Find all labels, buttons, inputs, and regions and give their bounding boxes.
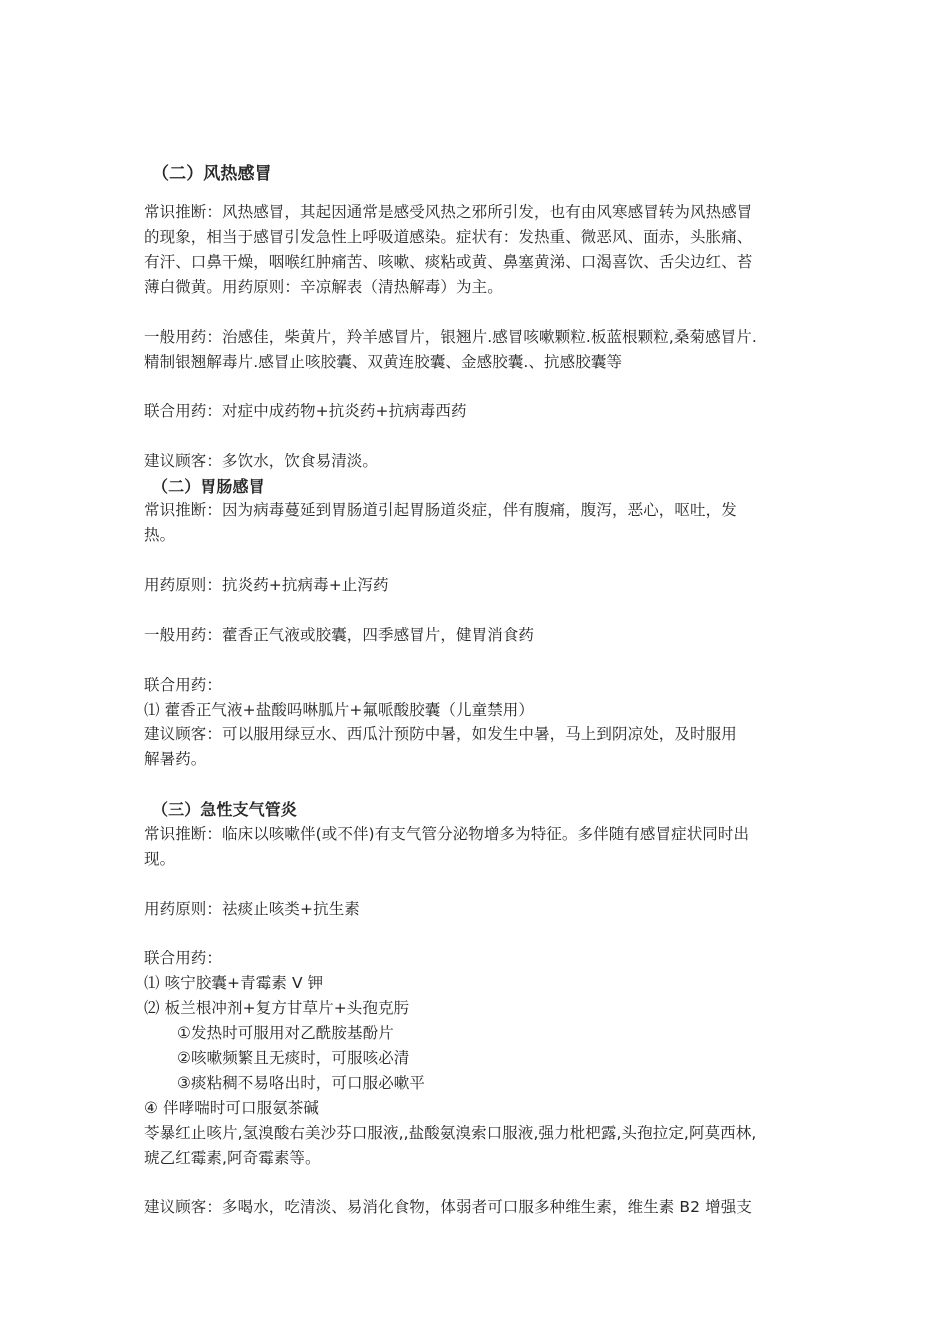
bronchitis-combined-label: 联合用药： [144, 949, 223, 967]
bronchitis-sub-item-1: ①发热时可服用对乙酰胺基酚片 [177, 1024, 394, 1042]
wind-heat-diagnosis-line-1: 常识推断：风热感冒，其起因通常是感受风热之邪所引发，也有由风寒感冒转为风热感冒 [144, 203, 753, 221]
gastro-advice-line-2: 解暑药。 [144, 750, 207, 768]
wind-heat-diagnosis-line-3: 有汗、口鼻干燥，咽喉红肿痛苦、咳嗽、痰粘或黄、鼻塞黄涕、口渴喜饮、舌尖边红、苔 [144, 253, 753, 271]
gastro-diagnosis-line-1: 常识推断：因为病毒蔓延到胃肠道引起胃肠道炎症，伴有腹痛，腹泻，恶心，呕吐，发 [144, 501, 737, 519]
gastro-diagnosis-line-2: 热。 [144, 526, 176, 544]
wind-heat-diagnosis-line-2: 的现象，相当于感冒引发急性上呼吸道感染。症状有：发热重、微恶风、面赤，头胀痛、 [144, 228, 753, 246]
bronchitis-advice-line-1: 建议顾客：多喝水，吃清淡、易消化食物，体弱者可口服多种维生素，维生素 B2 增强支 [144, 1198, 752, 1216]
bronchitis-principle: 用药原则：祛痰止咳类+抗生素 [144, 900, 360, 918]
bronchitis-sub-item-3: ③痰粘稠不易咯出时，可口服必嗽平 [177, 1074, 425, 1092]
section-heading-wind-heat-cold: （二）风热感冒 [152, 164, 272, 184]
gastro-principle: 用药原则：抗炎药+抗病毒+止泻药 [144, 576, 389, 594]
bronchitis-drug-list-line-2: 琥乙红霉素,阿奇霉素等。 [144, 1149, 321, 1167]
gastro-advice-line-1: 建议顾客：可以服用绿豆水、西瓜汁预防中暑，如发生中暑，马上到阴凉处，及时服用 [144, 725, 737, 743]
bronchitis-combined-item-2: ⑵ 板兰根冲剂+复方甘草片+头孢克肟 [144, 999, 410, 1017]
bronchitis-diagnosis-line-1: 常识推断：临床以咳嗽伴(或不伴)有支气管分泌物增多为特征。多伴随有感冒症状同时出 [144, 825, 750, 843]
wind-heat-advice: 建议顾客：多饮水，饮食易清淡。 [144, 452, 379, 470]
bronchitis-drug-list-line-1: 苓暴红止咳片,氢溴酸右美沙芬口服液,,盐酸氨溴索口服液,强力枇杷露,头孢拉定,阿莫西林, [144, 1124, 757, 1142]
wind-heat-general-meds-line-2: 精制银翘解毒片.感冒止咳胶囊、双黄连胶囊、金感胶囊.、抗感胶囊等 [144, 353, 623, 371]
bronchitis-diagnosis-line-2: 现。 [144, 850, 176, 868]
gastro-combined-item-1: ⑴ 藿香正气液+盐酸吗啉胍片+氟哌酸胶囊（儿童禁用） [144, 701, 535, 719]
section-heading-gastro-cold: （二）胃肠感冒 [152, 477, 265, 496]
wind-heat-combined-meds: 联合用药：对症中成药物+抗炎药+抗病毒西药 [144, 402, 467, 420]
gastro-combined-label: 联合用药： [144, 676, 223, 694]
bronchitis-sub-item-4: ④ 伴哮喘时可口服氨茶碱 [144, 1099, 320, 1117]
bronchitis-combined-item-1: ⑴ 咳宁胶囊+青霉素 V 钾 [144, 974, 324, 992]
section-heading-acute-bronchitis: （三）急性支气管炎 [152, 800, 297, 819]
gastro-general-meds: 一般用药：藿香正气液或胶囊，四季感冒片，健胃消食药 [144, 626, 535, 644]
bronchitis-sub-item-2: ②咳嗽频繁且无痰时，可服咳必清 [177, 1049, 410, 1067]
wind-heat-diagnosis-line-4: 薄白微黄。用药原则：辛凉解表（清热解毒）为主。 [144, 278, 503, 296]
wind-heat-general-meds-line-1: 一般用药：治感佳，柴黄片，羚羊感冒片，银翘片.感冒咳嗽颗粒.板蓝根颗粒,桑菊感冒片. [144, 328, 757, 346]
